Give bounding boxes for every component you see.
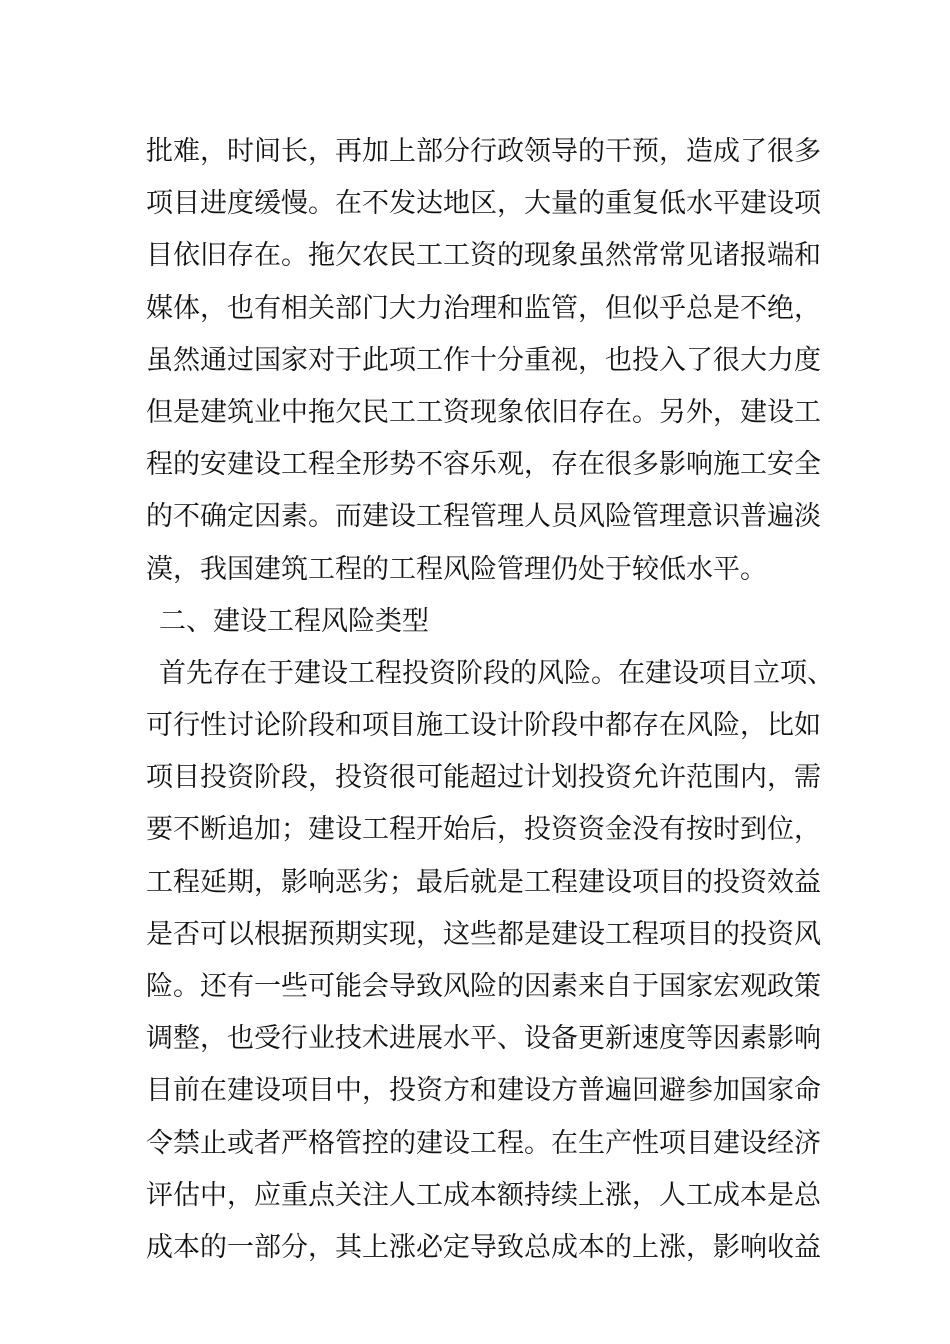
paragraph-line: 要不断追加；建设工程开始后，投资资金没有按时到位， <box>146 814 821 846</box>
paragraph-line: 成本的一部分，其上涨必定导致总成本的上涨，影响收益 <box>146 1231 821 1263</box>
paragraph-line: 可行性讨论阶段和项目施工设计阶段中都存在风险，比如 <box>146 710 821 742</box>
paragraph-line: 评估中，应重点关注人工成本额持续上涨，人工成本是总 <box>146 1179 821 1211</box>
paragraph-line: 虽然通过国家对于此项工作十分重视，也投入了很大力度 <box>146 344 821 376</box>
section-heading: 二、建设工程风险类型 <box>159 605 429 637</box>
paragraph-line: 目前在建设项目中，投资方和建设方普遍回避参加国家命 <box>146 1075 821 1107</box>
paragraph-line: 媒体，也有相关部门大力治理和监管，但似乎总是不绝， <box>146 292 821 324</box>
document-body <box>146 126 834 1274</box>
paragraph-line: 程的安建设工程全形势不容乐观，存在很多影响施工安全 <box>146 449 821 481</box>
paragraph-line: 但是建筑业中拖欠民工工资现象依旧存在。另外，建设工 <box>146 396 821 428</box>
paragraph-line: 首先存在于建设工程投资阶段的风险。在建设项目立项、 <box>159 657 834 689</box>
paragraph-line: 工程延期，影响恶劣；最后就是工程建设项目的投资效益 <box>146 866 821 898</box>
paragraph-line: 是否可以根据预期实现，这些都是建设工程项目的投资风 <box>146 918 821 950</box>
paragraph-line: 批难，时间长，再加上部分行政领导的干预，造成了很多 <box>146 136 821 167</box>
paragraph-line: 漠，我国建筑工程的工程风险管理仍处于较低水平。 <box>146 553 767 585</box>
paragraph-line: 项目投资阶段，投资很可能超过计划投资允许范围内，需 <box>146 762 821 794</box>
paragraph-line: 令禁止或者严格管控的建设工程。在生产性项目建设经济 <box>146 1127 821 1159</box>
paragraph-line: 目依旧存在。拖欠农民工工资的现象虽然常常见诸报端和 <box>146 240 821 272</box>
paragraph-line: 的不确定因素。而建设工程管理人员风险管理意识普遍淡 <box>146 501 821 533</box>
paragraph-line: 险。还有一些可能会导致风险的因素来自于国家宏观政策 <box>146 971 821 1002</box>
paragraph-line: 调整，也受行业技术进展水平、设备更新速度等因素影响 <box>146 1023 821 1055</box>
paragraph-line: 项目进度缓慢。在不发达地区，大量的重复低水平建设项 <box>146 188 821 220</box>
